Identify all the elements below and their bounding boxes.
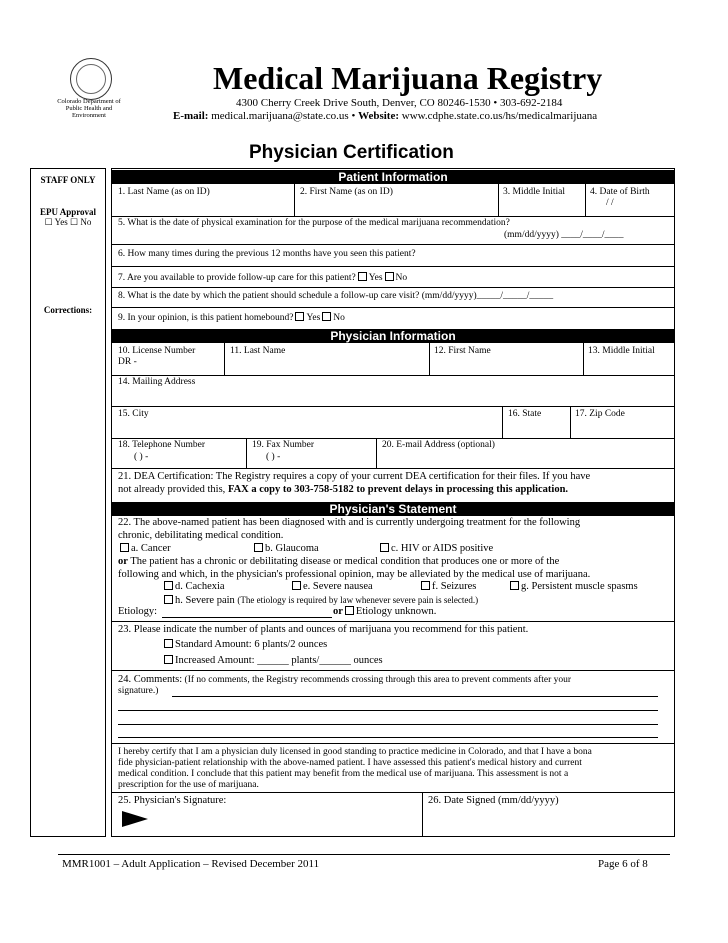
cachexia-label: d. Cachexia — [175, 581, 225, 592]
patient-last-name-field[interactable]: 1. Last Name (as on ID) — [118, 187, 210, 197]
certification-line-3: medical condition. I conclude that this patient may benefit from the medical use of marijuana. This assessment is not a — [118, 769, 569, 779]
certification-line-2: fide physician-patient relationship with the above-named patient. I have assessed this patient's medical history and current — [118, 758, 582, 768]
spasms-label: g. Persistent muscle spasms — [521, 581, 638, 592]
q7-follow-up-row — [118, 272, 407, 284]
hiv-label: c. HIV or AIDS positive — [391, 543, 494, 554]
etiology-or: or — [333, 606, 343, 617]
nausea-checkbox[interactable] — [292, 581, 301, 590]
comments-line-4[interactable] — [118, 737, 658, 738]
q22-or-line-2: following and which, in the physician's professional opinion, may be alleviated by the medical use of marijuana. — [118, 569, 591, 580]
comments-line-3[interactable] — [118, 724, 658, 725]
physician-middle-initial-field[interactable]: 13. Middle Initial — [588, 346, 655, 356]
date-signed-field[interactable]: 26. Date Signed (mm/dd/yyyy) — [428, 795, 559, 806]
q24-signature-note: signature.) — [118, 686, 159, 696]
license-prefix: DR - — [118, 357, 137, 367]
physician-last-name-field[interactable]: 11. Last Name — [230, 346, 286, 356]
department-name: Colorado Department of Public Health and Environment — [57, 98, 121, 119]
dea-certification-text: 21. DEA Certification: The Registry requires a copy of your current DEA certification for their files. If you have — [118, 471, 591, 482]
q9-yes-label: Yes — [306, 313, 321, 323]
comments-line-1[interactable] — [172, 696, 658, 697]
email-value: medical.marijuana@state.co.us • — [208, 110, 359, 122]
etiology-unknown-option[interactable] — [333, 606, 436, 618]
etiology-unknown-label: Etiology unknown. — [355, 606, 437, 617]
severe-pain-label: h. Severe pain — [175, 595, 235, 606]
etiology-field[interactable] — [162, 617, 332, 618]
etiology-label: Etiology: — [118, 606, 158, 617]
or-line-1-text: The patient has a chronic or debilitating disease or medical condition that produces one or more of the — [127, 556, 560, 567]
severe-pain-checkbox[interactable] — [164, 595, 173, 604]
physician-statement-heading: Physician's Statement — [112, 502, 674, 516]
cancer-checkbox[interactable] — [120, 543, 129, 552]
patient-dob-field[interactable]: 4. Date of Birth — [590, 187, 650, 197]
dea-fax-number: FAX a copy to 303-758-5182 to prevent delays in processing this application. — [227, 484, 569, 495]
spasms-option[interactable] — [508, 581, 638, 593]
website-label: Website: — [358, 110, 400, 122]
standard-amount-label: Standard Amount: 6 plants/2 ounces — [175, 639, 328, 650]
sign-here-arrow-icon — [122, 811, 148, 827]
fax-field[interactable]: 19. Fax Number — [252, 440, 315, 450]
page-number: Page 6 of 8 — [598, 858, 648, 870]
certification-form — [111, 168, 675, 837]
q6-visits-label: 6. How many times during the previous 12 months have you seen this patient? — [118, 249, 416, 259]
state-seal-icon — [70, 58, 112, 100]
nausea-option[interactable] — [290, 581, 373, 593]
glaucoma-checkbox[interactable] — [254, 543, 263, 552]
cancer-option[interactable] — [118, 543, 171, 555]
q22-or-line-1 — [118, 556, 559, 568]
increased-amount-label: Increased Amount: ______ plants/______ ounces — [175, 655, 383, 666]
q5-exam-date-field[interactable]: (mm/dd/yyyy) ____/____/____ — [504, 230, 624, 240]
certification-line-1: I hereby certify that I am a physician duly licensed in good standing to practice medicine in Colorado, and that I have a bona — [118, 747, 592, 757]
q24-title: 24. Comments: — [118, 674, 183, 685]
q23-label: 23. Please indicate the number of plants and ounces of marijuana you recommend for this patient. — [118, 624, 529, 635]
dea-fax-instruction — [118, 484, 568, 496]
standard-amount-checkbox[interactable] — [164, 639, 173, 648]
telephone-format: ( ) - — [134, 452, 149, 462]
q9-no-checkbox[interactable] — [322, 312, 331, 321]
glaucoma-label: b. Glaucoma — [265, 543, 319, 554]
hiv-checkbox[interactable] — [380, 543, 389, 552]
q7-label: 7. Are you available to provide follow-up care for this patient? — [118, 273, 356, 283]
q9-homebound-row — [118, 312, 345, 324]
severe-pain-note: (The etiology is required by law whenever severe pain is selected.) — [237, 595, 479, 605]
telephone-field[interactable]: 18. Telephone Number — [118, 440, 206, 450]
seizures-option[interactable] — [419, 581, 476, 593]
etiology-unknown-checkbox[interactable] — [345, 606, 354, 615]
patient-middle-initial-field[interactable]: 3. Middle Initial — [503, 187, 566, 197]
footer-divider — [58, 854, 670, 855]
physician-info-heading: Physician Information — [112, 329, 674, 343]
patient-first-name-field[interactable]: 2. First Name (as on ID) — [300, 187, 393, 197]
zip-code-field[interactable]: 17. Zip Code — [575, 409, 625, 419]
license-number-field[interactable]: 10. License Number — [118, 346, 196, 356]
mailing-address-field[interactable]: 14. Mailing Address — [118, 377, 196, 387]
form-revision: MMR1001 – Adult Application – Revised December 2011 — [62, 858, 320, 870]
q7-no-checkbox[interactable] — [385, 272, 394, 281]
nausea-label: e. Severe nausea — [303, 581, 373, 592]
q24-comments-label — [118, 674, 571, 686]
city-field[interactable]: 15. City — [118, 409, 149, 419]
email-label: E-mail: — [173, 110, 209, 122]
staff-only-column — [30, 168, 106, 837]
email-address-field[interactable]: 20. E-mail Address (optional) — [382, 440, 495, 450]
cancer-label: a. Cancer — [131, 543, 171, 554]
spasms-checkbox[interactable] — [510, 581, 519, 590]
q7-yes-label: Yes — [368, 273, 383, 283]
standard-amount-option[interactable] — [162, 639, 327, 651]
q9-yes-checkbox[interactable] — [295, 312, 304, 321]
q9-label: 9. In your opinion, is this patient homebound? — [118, 313, 294, 323]
state-field[interactable]: 16. State — [508, 409, 542, 419]
seizures-checkbox[interactable] — [421, 581, 430, 590]
epu-yes-no-checkboxes[interactable]: ☐ Yes ☐ No — [44, 217, 92, 227]
registry-title: Medical Marijuana Registry — [213, 60, 603, 96]
corrections-label: Corrections: — [43, 305, 93, 315]
q24-instruction: (If no comments, the Registry recommends crossing through this area to prevent comments after your — [182, 675, 572, 685]
certification-line-4: prescription for the use of marijuana. — [118, 780, 259, 790]
comments-line-2[interactable] — [118, 710, 658, 711]
or-keyword: or — [118, 556, 128, 567]
q7-no-label: No — [395, 273, 408, 283]
fax-format: ( ) - — [266, 452, 281, 462]
q5-exam-date-label: 5. What is the date of physical examination for the purpose of the medical marijuana recommendation? — [118, 218, 510, 228]
increased-amount-option[interactable] — [162, 655, 383, 667]
q8-follow-up-date-field[interactable]: 8. What is the date by which the patient should schedule a follow-up care visit? (mm/dd/yyyy)_____/_____/_____ — [118, 291, 554, 301]
hiv-option[interactable] — [378, 543, 493, 555]
patient-info-heading: Patient Information — [112, 170, 674, 184]
q9-no-label: No — [333, 313, 345, 323]
increased-amount-checkbox[interactable] — [164, 655, 173, 664]
glaucoma-option[interactable] — [252, 543, 319, 555]
q7-yes-checkbox[interactable] — [358, 272, 367, 281]
epu-approval-label: EPU Approval — [39, 207, 97, 217]
staff-only-label: STAFF ONLY — [40, 175, 96, 185]
dea-line-2-start: not already provided this, — [118, 484, 228, 495]
registry-contact — [173, 110, 597, 122]
page-title: Physician Certification — [249, 142, 454, 163]
physician-signature-field[interactable]: 25. Physician's Signature: — [118, 795, 227, 806]
registry-address: 4300 Cherry Creek Drive South, Denver, CO 80246-1530 • 303-692-2184 — [236, 97, 563, 109]
physician-first-name-field[interactable]: 12. First Name — [434, 346, 491, 356]
cachexia-option[interactable] — [162, 581, 225, 593]
seizures-label: f. Seizures — [432, 581, 477, 592]
website-value: www.cdphe.state.co.us/hs/medicalmarijuana — [399, 110, 598, 122]
dob-separators: / / — [606, 198, 614, 208]
q22-intro-line-2: chronic, debilitating medical condition. — [118, 530, 284, 541]
q22-intro-line-1: 22. The above-named patient has been diagnosed with and is currently undergoing treatment for the following — [118, 517, 581, 528]
cachexia-checkbox[interactable] — [164, 581, 173, 590]
